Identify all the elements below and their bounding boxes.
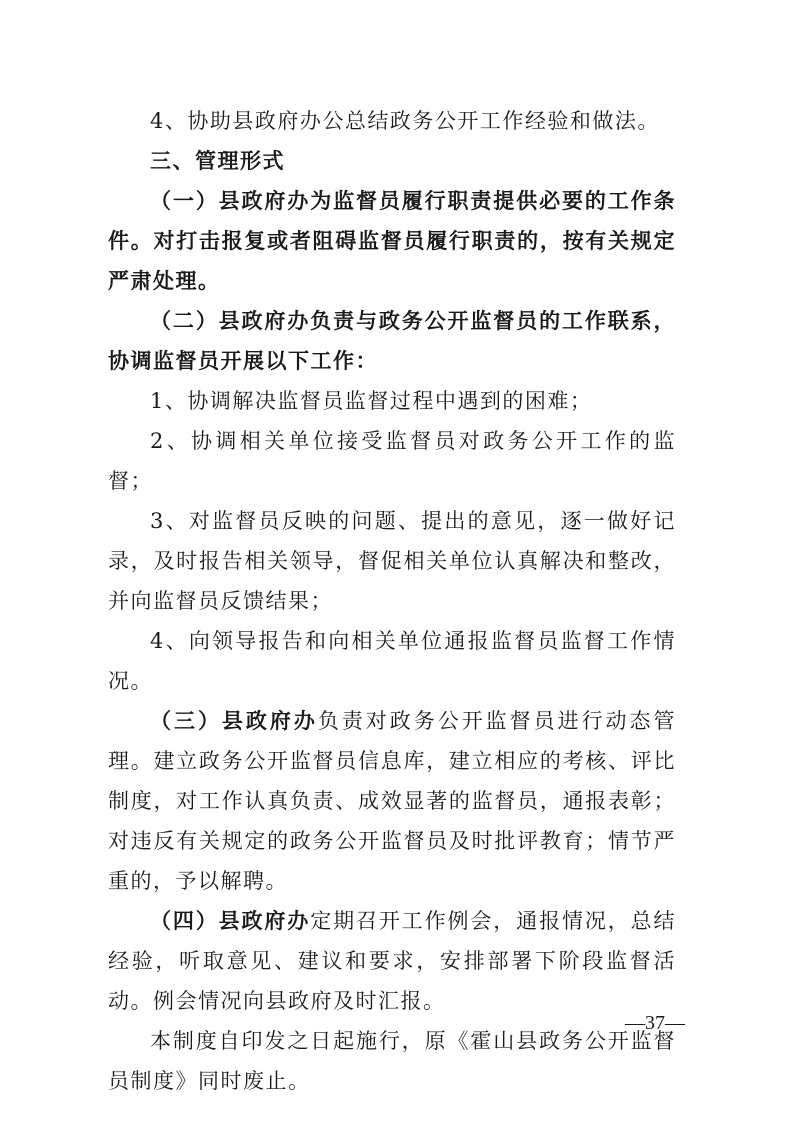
paragraph-text: 1、协调解决监督员监督过程中遇到的困难； (150, 389, 593, 413)
paragraph-item-1 (108, 181, 676, 301)
paragraph-effective-date (108, 1021, 676, 1101)
paragraph-coord-1 (108, 381, 676, 421)
item-rest: 负责与政务公开监督员的工作联系，协调监督员开展以下工作： (108, 309, 677, 373)
item-rest: 负责对政务公开监督员进行动态管理。建立政务公开监督员信息库，建立相应的考核、评比制度，对工作认真负责、成效显著的监督员，通报表彰；对违反有关规定的政务公开监督员及时批评教育；情节严重的，予以解聘。 (108, 709, 677, 893)
paragraph-coord-3 (108, 501, 676, 621)
paragraph-duty-4 (108, 101, 676, 141)
paragraph-text: 2、协调相关单位接受监督员对政务公开工作的监督； (108, 429, 676, 493)
item-rest: 为监督员履行职责提供必要的工作条件。对打击报复或者阻碍监督员履行职责的，按有关规定严肃处理。 (108, 189, 677, 293)
paragraph-coord-4 (108, 621, 676, 701)
paragraph-coord-2 (108, 421, 676, 501)
section-heading-management-form (108, 141, 676, 181)
paragraph-text: 3、对监督员反映的问题、提出的意见，逐一做好记录，及时报告相关领导，督促相关单位认真解决和整改，并向监督员反馈结果； (108, 509, 676, 613)
page-number: —37— (625, 1012, 685, 1034)
item-lead: （一）县政府办 (150, 189, 311, 213)
item-lead: （三）县政府办 (150, 709, 318, 733)
paragraph-text: 4、协助县政府办公总结政务公开工作经验和做法。 (150, 109, 660, 133)
document-body (108, 101, 676, 1101)
paragraph-text: 本制度自印发之日起施行，原《霍山县政务公开监督员制度》同时废止。 (108, 1029, 676, 1093)
heading-text: 三、管理形式 (150, 149, 285, 173)
paragraph-item-2 (108, 301, 676, 381)
paragraph-text: 4、向领导报告和向相关单位通报监督员监督工作情况。 (108, 629, 676, 693)
item-lead: （二）县政府办 (150, 309, 311, 333)
paragraph-item-4 (108, 901, 676, 1021)
paragraph-item-3 (108, 701, 676, 901)
item-lead: （四）县政府办 (150, 909, 311, 933)
item-rest: 定期召开工作例会，通报情况，总结经验，听取意见、建议和要求，安排部署下阶段监督活动。例会情况向县政府及时汇报。 (108, 909, 677, 1013)
